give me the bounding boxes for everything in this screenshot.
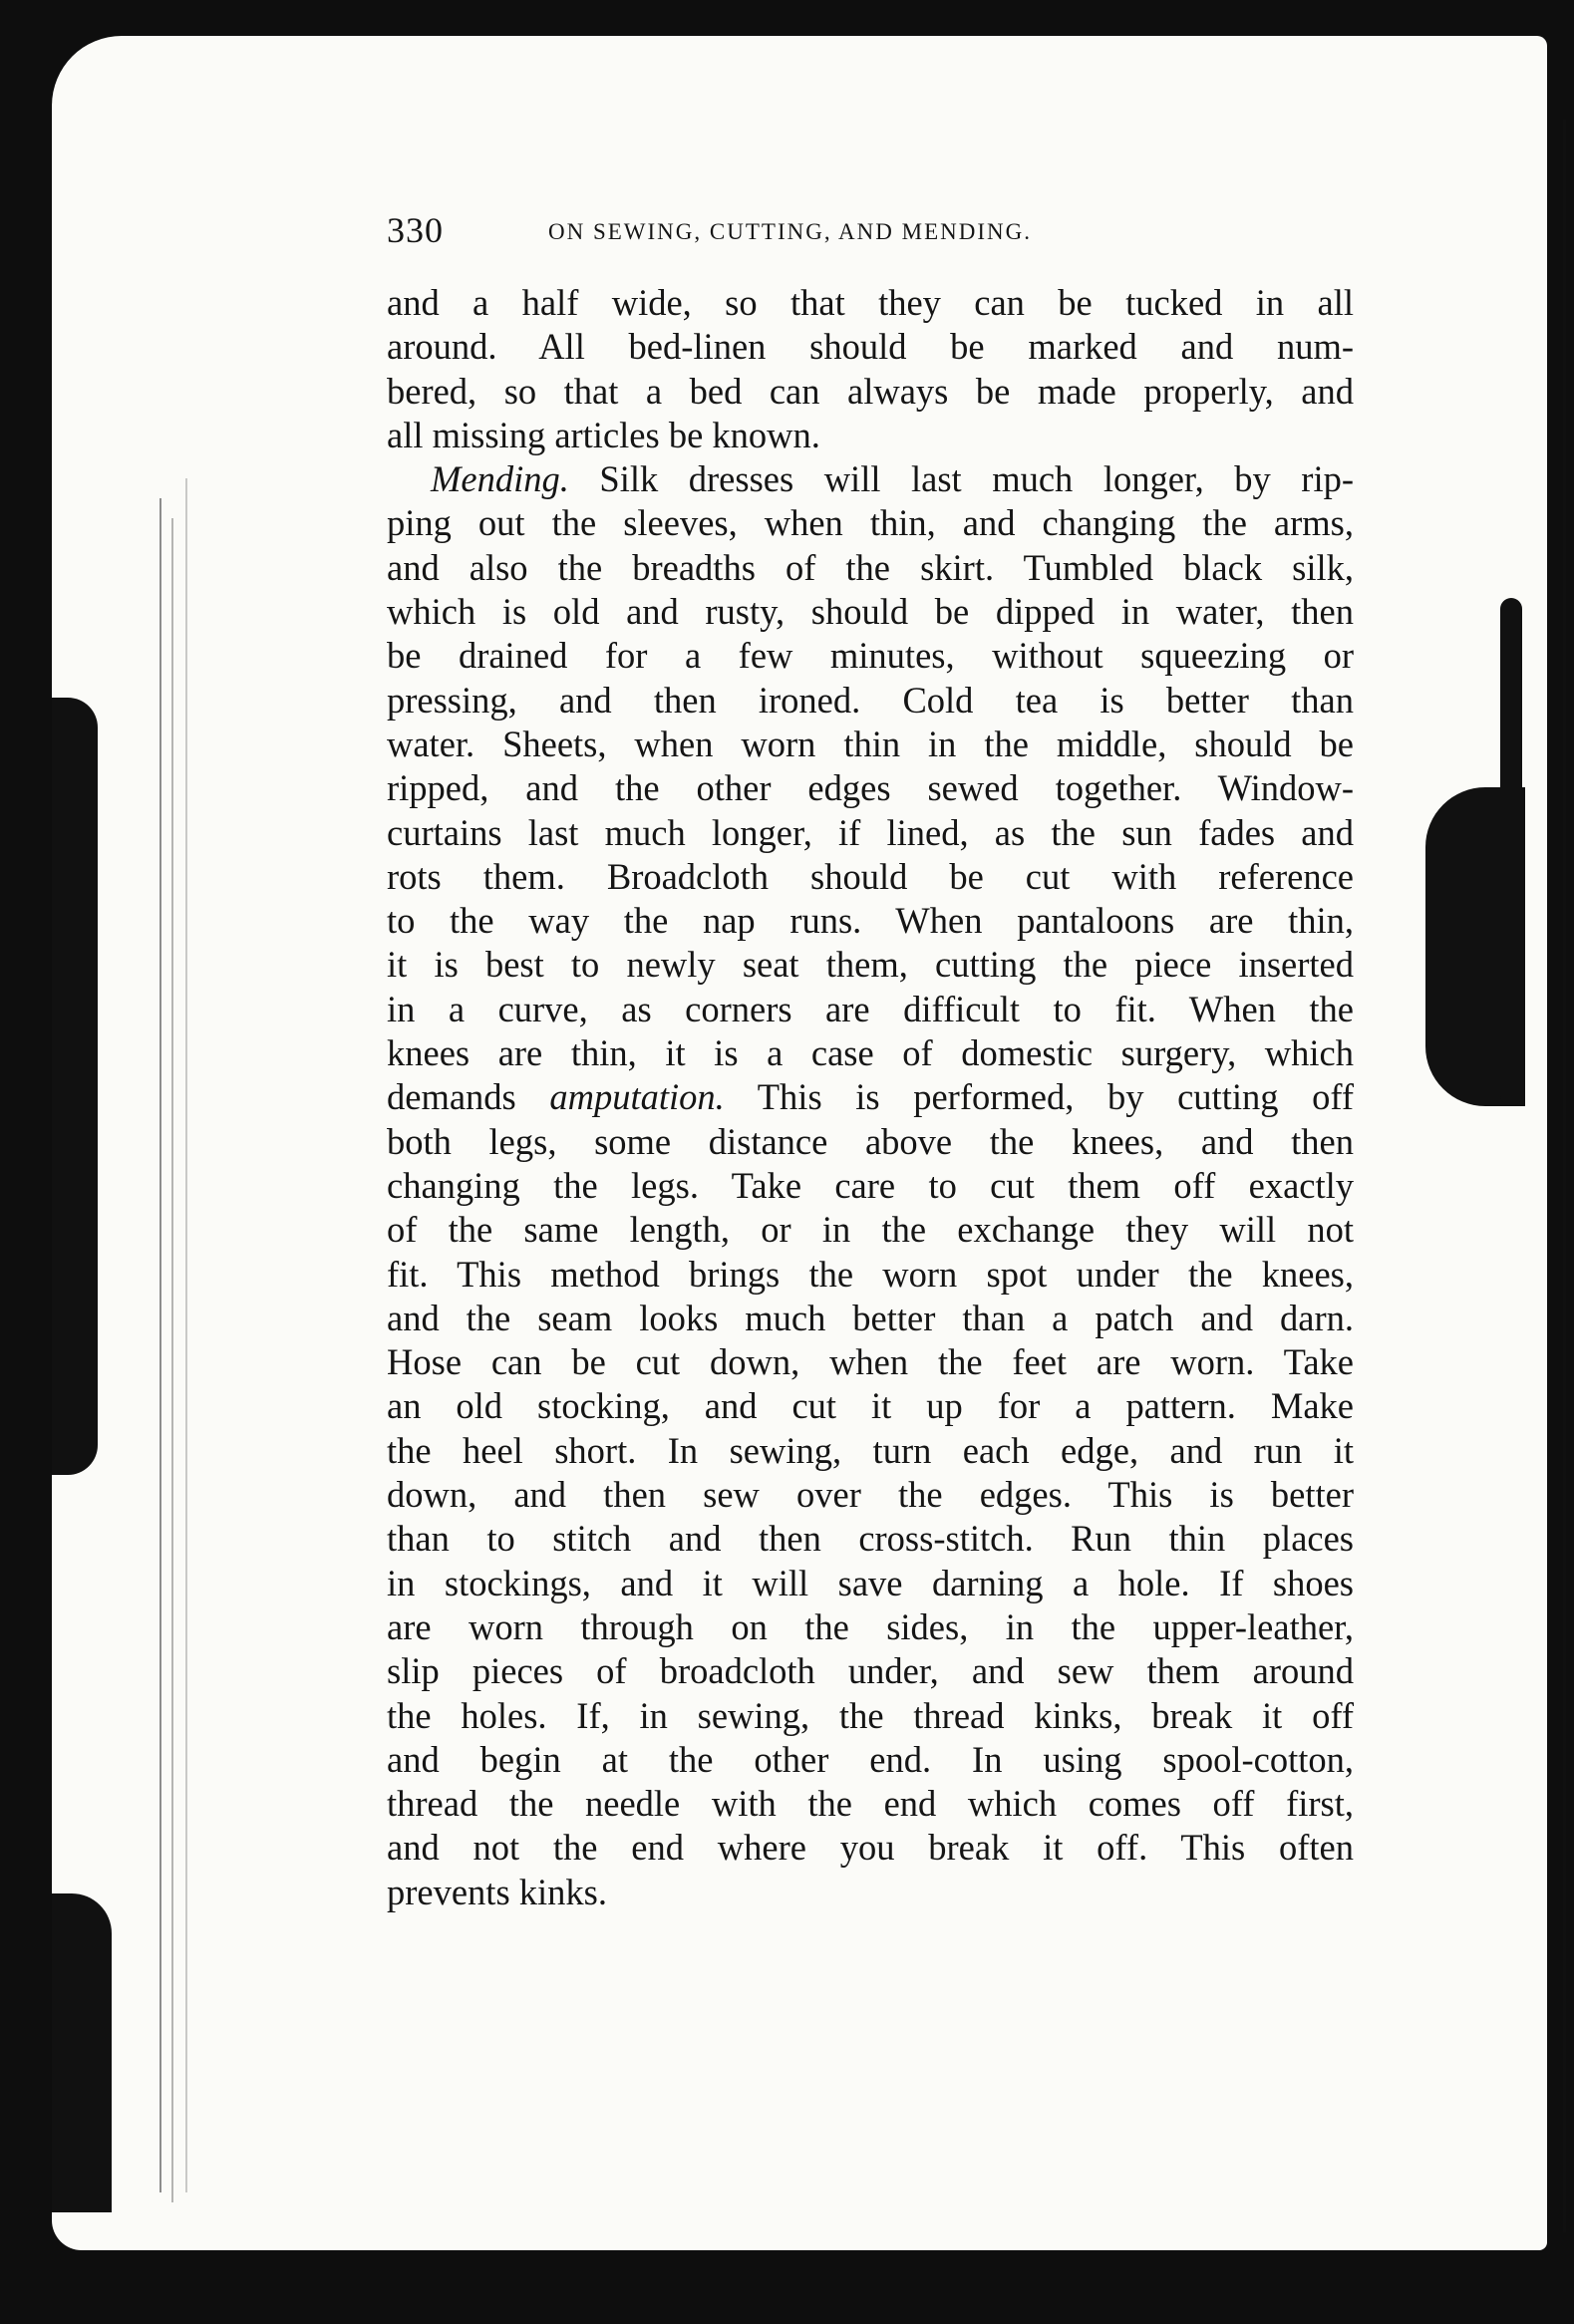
- line-text: are worn through on the sides, in the upper-leather,: [387, 1605, 1354, 1647]
- text-line: [387, 281, 1354, 325]
- text-line: [387, 1384, 1354, 1428]
- line-text: and not the end where you break it off. This often: [387, 1827, 1354, 1869]
- text-line: [387, 766, 1354, 810]
- binding-shadow: [52, 698, 98, 1475]
- page-edge-line: [1563, 120, 1566, 2232]
- body-text: [387, 281, 1354, 1914]
- line-text: and a half wide, so that they can be tucked in all: [387, 282, 1354, 323]
- line-text: curtains last much longer, if lined, as the sun fades and: [387, 811, 1354, 853]
- line-text: and also the breadths of the skirt. Tumbled black silk,: [387, 546, 1354, 588]
- line-text: ripped, and the other edges sewed together. Window-: [387, 767, 1354, 809]
- text-line: [387, 855, 1354, 899]
- line-text: prevents kinks.: [387, 1871, 607, 1912]
- text-line: [387, 988, 1354, 1031]
- line-text: fit. This method brings the worn spot under the knees,: [387, 1253, 1354, 1295]
- page-edge-line: [185, 478, 187, 2192]
- line-text: to the way the nap runs. When pantaloons are thin,: [387, 900, 1354, 942]
- text-line: [387, 501, 1354, 545]
- text-line: [387, 811, 1354, 855]
- line-text: around. All bed-linen should be marked and num-: [387, 326, 1354, 368]
- text-line: [387, 1649, 1354, 1693]
- line-text: demands: [387, 1076, 550, 1118]
- text-line: [387, 1738, 1354, 1782]
- italic-term: amputation.: [549, 1076, 725, 1118]
- text-line: [387, 1120, 1354, 1164]
- running-title: ON SEWING, CUTTING, AND MENDING.: [548, 219, 1032, 244]
- book-page: [387, 199, 1354, 1914]
- line-text: ping out the sleeves, when thin, and changing the arms,: [387, 502, 1354, 544]
- page-edge-line: [171, 518, 173, 2202]
- text-line: [387, 1340, 1354, 1384]
- text-line: [387, 590, 1354, 634]
- text-line: [387, 1562, 1354, 1605]
- line-text: bered, so that a bed can always be made properly, and: [387, 370, 1354, 412]
- line-text: it is best to newly seat them, cutting the piece inserted: [387, 944, 1354, 986]
- text-line: [387, 414, 1354, 457]
- text-line: [387, 1517, 1354, 1561]
- text-line: [387, 634, 1354, 678]
- text-line: [387, 723, 1354, 766]
- page-number: 330: [387, 210, 444, 250]
- page-edge-line: [159, 498, 161, 2192]
- line-text: water. Sheets, when worn thin in the middle, should be: [387, 723, 1354, 764]
- line-text: an old stocking, and cut it up for a pattern. Make: [387, 1385, 1354, 1427]
- line-text: rots them. Broadcloth should be cut with reference: [387, 855, 1354, 897]
- text-line: [387, 1208, 1354, 1252]
- text-line: [387, 943, 1354, 987]
- line-text: than to stitch and then cross-stitch. Run thin places: [387, 1518, 1354, 1560]
- text-line: [387, 1253, 1354, 1297]
- text-line: [387, 679, 1354, 723]
- line-text: changing the legs. Take care to cut them off exactly: [387, 1164, 1354, 1206]
- line-text: both legs, some distance above the knees, and then: [387, 1120, 1354, 1162]
- text-line: [387, 1694, 1354, 1738]
- line-text: the holes. If, in sewing, the thread kinks, break it off: [387, 1694, 1354, 1736]
- binding-shadow: [52, 1893, 112, 2212]
- line-text: Silk dresses will last much longer, by rip-: [568, 458, 1354, 500]
- text-line: [387, 1075, 1354, 1119]
- line-text: the heel short. In sewing, turn each edge, and run it: [387, 1429, 1354, 1471]
- line-text: thread the needle with the end which comes off first,: [387, 1783, 1354, 1825]
- text-line: [387, 1871, 1354, 1914]
- line-text: and the seam looks much better than a patch and darn.: [387, 1297, 1354, 1338]
- text-line: [387, 899, 1354, 943]
- text-line: [387, 546, 1354, 590]
- text-line: [387, 325, 1354, 369]
- italic-heading: Mending.: [431, 458, 569, 500]
- edge-shadow: [1500, 598, 1522, 1106]
- line-text: knees are thin, it is a case of domestic surgery, which: [387, 1032, 1354, 1074]
- text-line: [387, 1826, 1354, 1870]
- line-text: in a curve, as corners are difficult to fit. When the: [387, 988, 1354, 1029]
- line-text: which is old and rusty, should be dipped in water, then: [387, 591, 1354, 633]
- text-line: [387, 1429, 1354, 1473]
- text-line: [387, 1473, 1354, 1517]
- line-text: in stockings, and it will save darning a hole. If shoes: [387, 1562, 1354, 1603]
- running-head: [387, 199, 1354, 259]
- line-text: slip pieces of broadcloth under, and sew them around: [387, 1650, 1354, 1692]
- line-text: pressing, and then ironed. Cold tea is better than: [387, 679, 1354, 721]
- line-text: This is performed, by cutting off: [724, 1076, 1355, 1118]
- text-line: [387, 370, 1354, 414]
- text-line: [387, 1782, 1354, 1826]
- line-text: Hose can be cut down, when the feet are worn. Take: [387, 1341, 1354, 1383]
- text-line: [387, 1164, 1354, 1208]
- text-line: [387, 1605, 1354, 1649]
- line-text: be drained for a few minutes, without squeezing or: [387, 635, 1354, 677]
- text-line: [387, 457, 1354, 501]
- text-line: [387, 1297, 1354, 1340]
- line-text: all missing articles be known.: [387, 414, 820, 455]
- line-text: and begin at the other end. In using spool-cotton,: [387, 1738, 1354, 1780]
- text-line: [387, 1031, 1354, 1075]
- line-text: of the same length, or in the exchange they will not: [387, 1209, 1354, 1251]
- line-text: down, and then sew over the edges. This is better: [387, 1474, 1354, 1516]
